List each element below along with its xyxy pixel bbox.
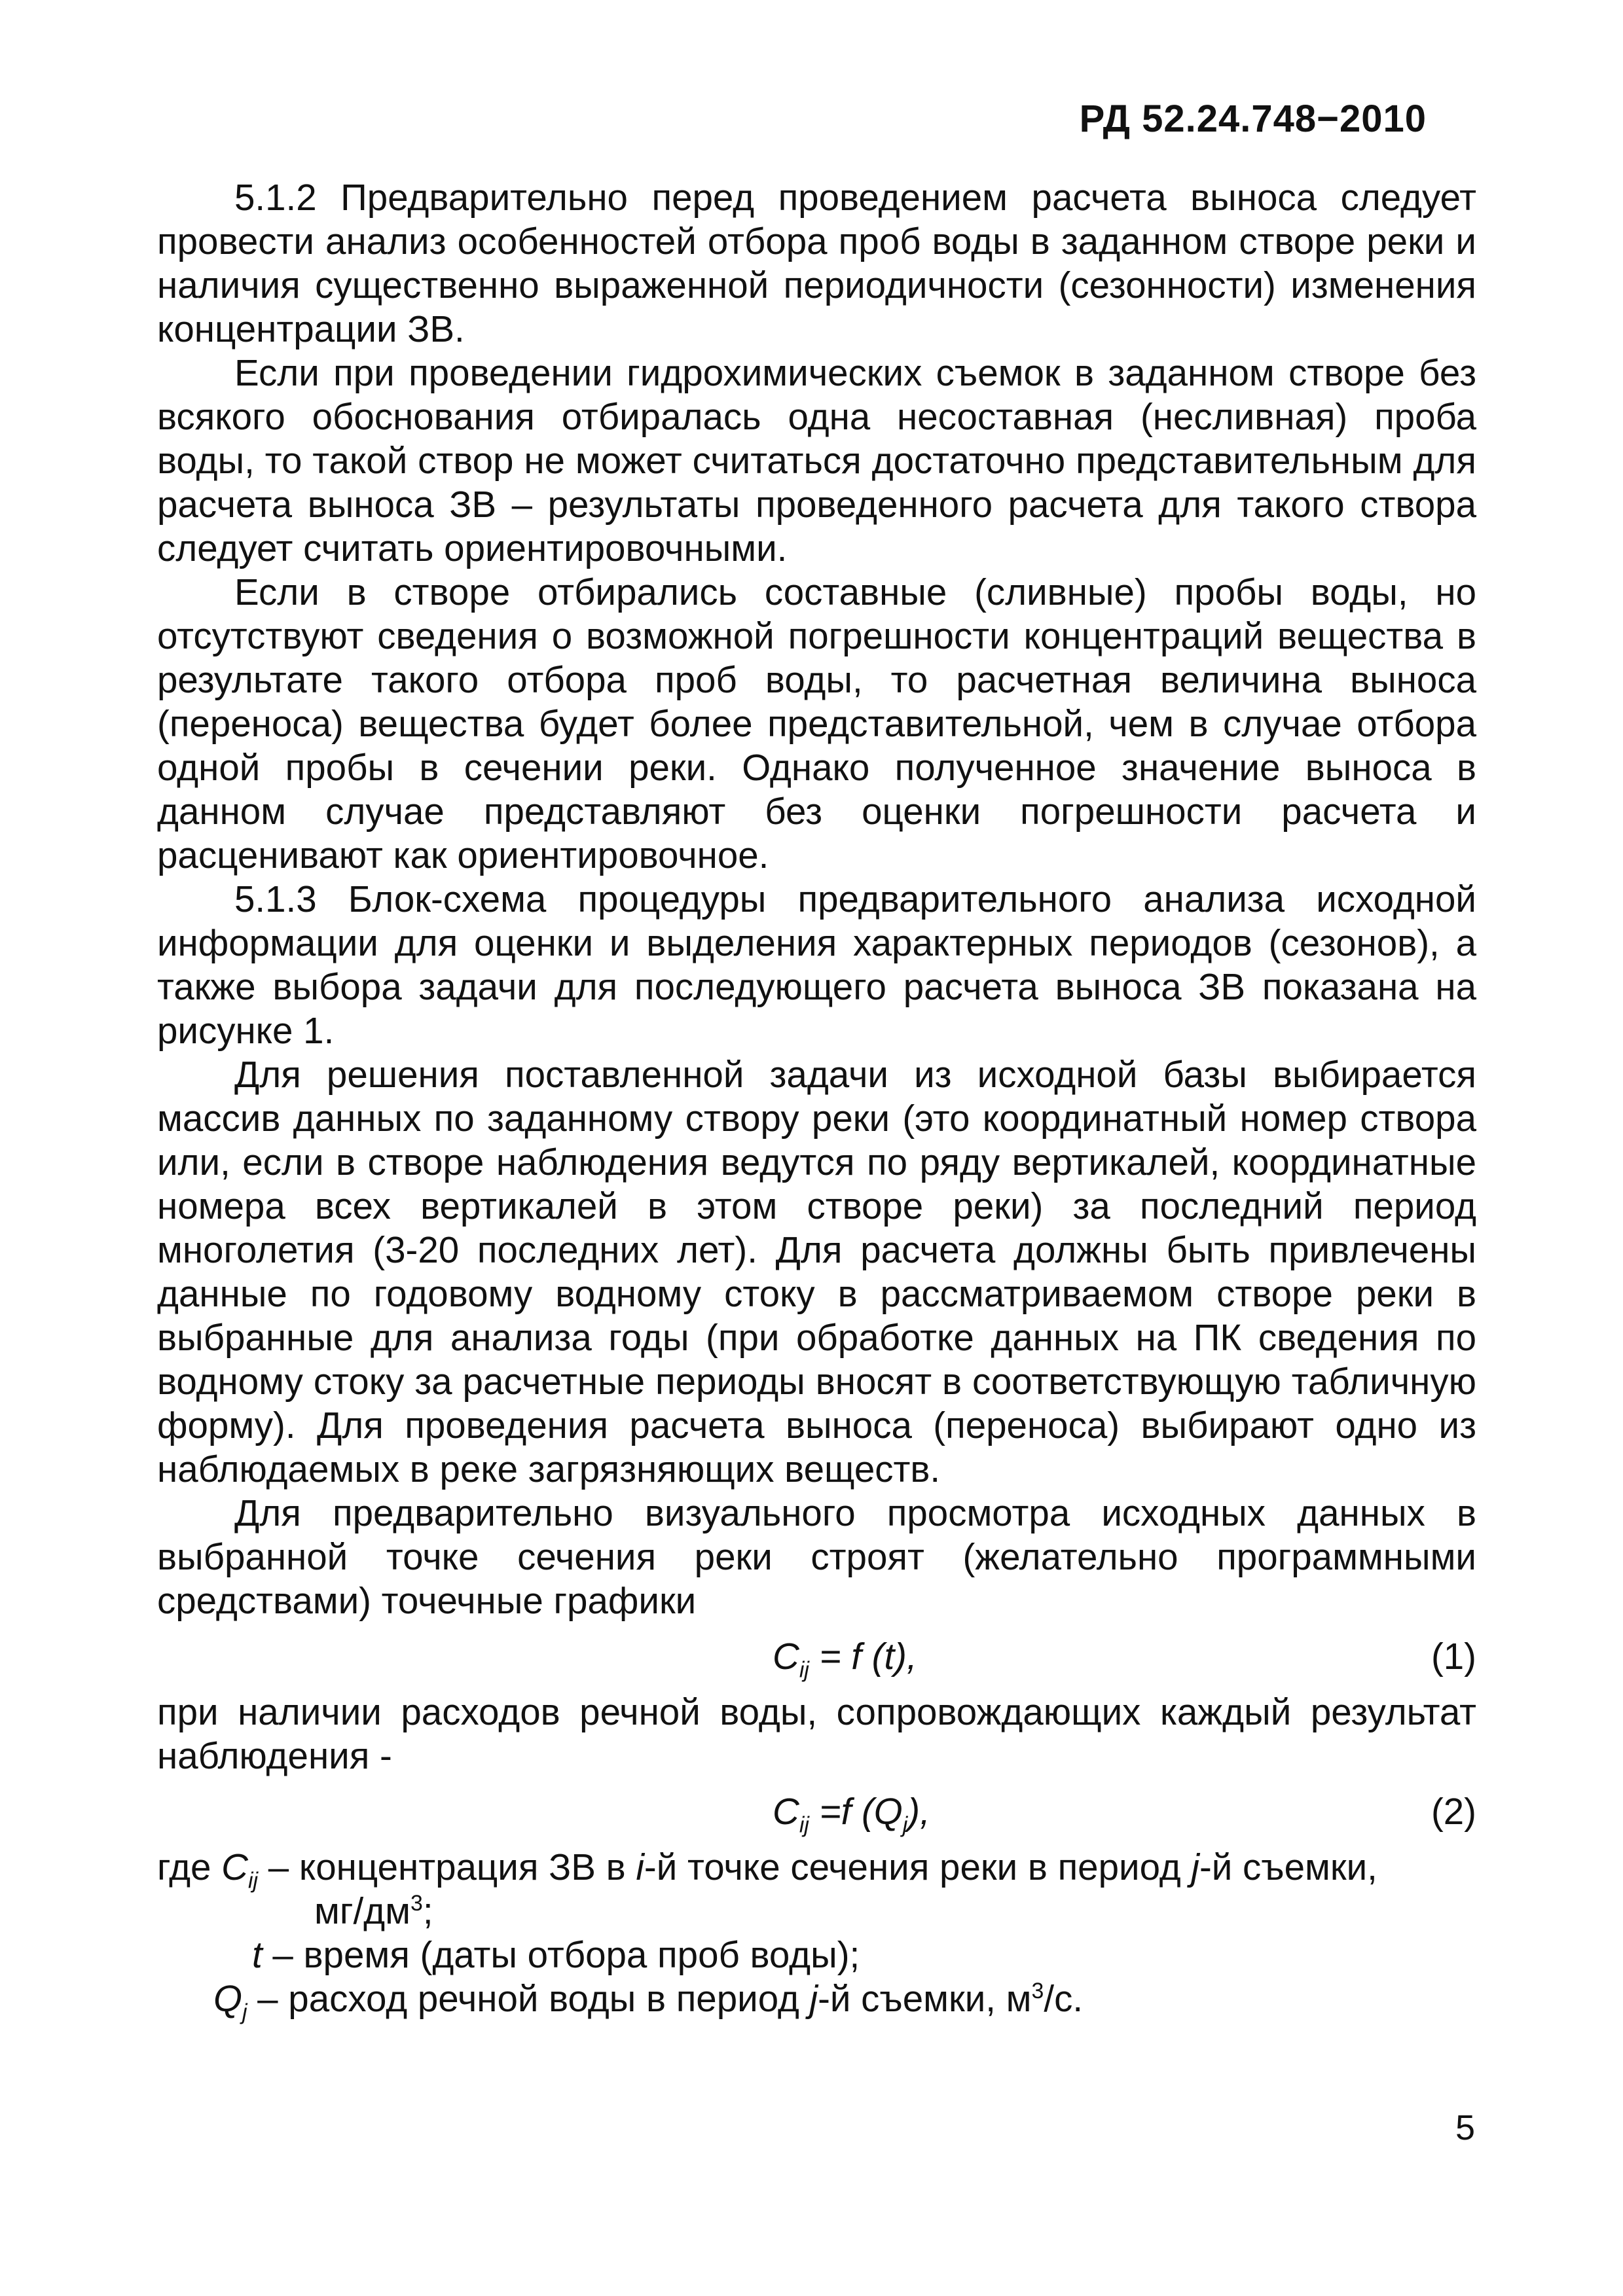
definition-flow: $Q_j$ – расход речной воды в период j-й съемки, $м^3/с$. xyxy=(213,1978,1084,2025)
definitions-list xyxy=(157,1845,1476,2025)
page-number: 5 xyxy=(1455,2108,1475,2147)
paragraph-flow-rates: при наличии расходов речной воды, сопровождающих каждый результат наблюдения - xyxy=(157,1691,1476,1776)
paragraph-5-1-3: 5.1.3 Блок-схема процедуры предварительного анализа исходной информации для оценки и выделения характерных периодов (сезонов), а также выбора задачи для последующего расчета выноса ЗВ показана на рисунке 1. xyxy=(157,878,1476,1051)
equation-2 xyxy=(157,1789,1476,1838)
paragraph-5-1-2: 5.1.2 Предварительно перед проведением расчета выноса следует провести анализ особенностей отбора проб воды в заданном створе реки и наличия существенно выраженной периодичности (сезонности) изменения концентрации ЗВ. xyxy=(157,177,1476,350)
definition-time: t – время (даты отбора проб воды); xyxy=(252,1934,860,1975)
definition-concentration: где $C_{ij}$ – концентрация ЗВ в i-й точке сечения реки в период j-й съемки, $мг/дм^3$; xyxy=(157,1846,1377,1931)
paragraph-composite-sample: Если в створе отбирались составные (сливные) пробы воды, но отсутствуют сведения о возможной погрешности концентраций вещества в результате такого отбора проб воды, то расчетная величина выноса (переноса) вещества будет более представительной, чем в случае отбора одной пробы в сечении реки. Однако полученное значение выноса в данном случае представляют без оценки погрешности расчета и расценивают как ориентировочное. xyxy=(157,571,1476,876)
equation-1-number: (1) xyxy=(1431,1636,1476,1677)
equation-2-formula: $C_{ij} =f$ $(Q_j)$, xyxy=(773,1791,930,1838)
document-body xyxy=(157,175,1476,2025)
paragraph-single-sample: Если при проведении гидрохимических съемок в заданном створе без всякого обоснования отбиралась одна несоставная (несливная) проба воды, то такой створ не может считаться достаточно представительным для расчета выноса ЗВ – результаты проведенного расчета для такого створа следует считать ориентировочными. xyxy=(157,352,1476,569)
equation-2-number: (2) xyxy=(1431,1791,1476,1832)
document-code: РД 52.24.748−2010 xyxy=(1079,98,1427,140)
equation-1-formula: $C_{ij} = f$ (t), xyxy=(773,1636,917,1683)
paragraph-visual-review: Для предварительно визуального просмотра исходных данных в выбранной точке сечения реки строят (желательно программными средствами) точечные графики xyxy=(157,1492,1476,1621)
equation-1 xyxy=(157,1634,1476,1683)
paragraph-data-selection: Для решения поставленной задачи из исходной базы выбирается массив данных по заданному створу реки (это координатный номер створа или, если в створе наблюдения ведутся по ряду вертикалей, координатные номера всех вертикалей в этом створе реки) за последний период многолетия (3-20 последних лет). Для расчета должны быть привлечены данные по годовому водному стоку в рассматриваемом створе реки в выбранные для анализа годы (при обработке данных на ПК сведения по водному стоку за расчетные периоды вносят в соответствующую табличную форму). Для проведения расчета выноса (переноса) выбирают одно из наблюдаемых в реке загрязняющих веществ. xyxy=(157,1054,1476,1490)
